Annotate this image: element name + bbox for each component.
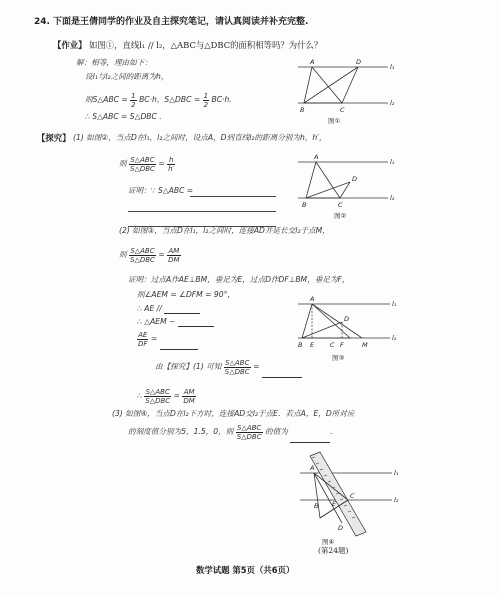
explore3-line2-text: 的刻度值分别为5，1.5，0，则 [128,427,234,436]
answer-blank-ae-parallel[interactable] [164,313,200,314]
figure-4 [292,448,402,548]
explore1-ratio [119,153,175,175]
explore2-then: 则 [119,250,127,259]
fig4-label-A: A [310,464,315,472]
fig3-label-l1: l₁ [392,300,397,308]
explore1-frac-num: S△ABC [130,155,155,164]
explore2-conclude-dm: DM [183,396,195,405]
explore3-frac-den: S△DBC [236,432,262,441]
homework-line2-suffix: BC·h. [211,95,232,104]
answer-blank-similar[interactable] [178,326,214,327]
explore2-proof-line1: 证明：过点A作AE⊥BM，垂足为E，过点D作DF⊥BM，垂足为F， [128,275,350,284]
explore1-area-fraction [129,156,156,173]
question-number: 24. [34,17,50,27]
explore3-frac-num: S△ABC [237,423,262,432]
explore3-fraction [236,424,263,441]
answer-blank-ratio[interactable] [160,349,198,350]
explore2-ae: AE [138,330,148,339]
homework-line3: ∴ S△ABC = S△DBC . [85,112,162,121]
explore2-from-num: S△ABC [225,358,250,367]
explore2-conclude-am-fraction [182,388,195,405]
explore1-equals: = [158,159,165,168]
homework-solution-title: 解：相等，理由如下： [76,58,152,67]
half-num: 1 [131,91,136,100]
homework-half-fraction [130,92,136,109]
explore2-frac-num: S△ABC [130,246,155,255]
explore2-proof-line2: 则∠AEM = ∠DFM = 90°， [137,290,235,299]
homework-half-fraction-2 [203,92,209,109]
figure-caption-question: (第24题) [318,546,349,555]
homework-line1: 设l₁与l₂之间的距离为h， [85,72,169,81]
fig1-label-A: A [310,58,315,66]
explore1-statement: (1) 如图②，当点D在l₁，l₂之间时，设点A，D到直线l₂的距离分别为h，h′， [73,133,327,142]
figure-2 [290,150,400,220]
explore3-period: . [330,427,333,436]
fig3-label-F: F [340,341,344,349]
explore2-area-fraction [129,247,156,264]
explore2-ratio [119,244,181,266]
fig3-label-E: E [310,341,315,349]
fig2-caption: 图② [334,212,347,220]
explore2-from [155,356,302,378]
fig1-label-B: B [300,106,305,114]
explore1-h-fraction [167,156,175,173]
fig4-label-D: D [338,524,344,532]
explore1-then: 则 [119,159,127,168]
fig4-label-l1: l₁ [394,469,399,477]
explore2-proof-line3-text: ∴ AE // [137,304,162,313]
half-den: 2 [131,100,136,109]
explore3-statement: (3) 如图④，当点D在l₂下方时，连接AD交l₂于点E．若点A，E，D所对应 [112,409,355,418]
homework-line2-prefix: 则S△ABC = [85,95,128,104]
fig4-label-C: C [350,492,355,500]
explore2-conclude-eq: = [173,391,180,400]
fig1-label-l2: l₂ [390,99,395,107]
explore2-am-fraction [167,247,180,264]
fig1-caption: 图① [328,117,341,125]
answer-blank-2[interactable] [128,211,276,212]
homework-tag: 【作业】 [53,40,87,50]
explore2-dm: DM [168,255,180,264]
explore2-proof-line4 [137,317,214,327]
fig3-label-B: B [298,341,303,349]
fig2-label-C: C [338,201,343,209]
explore2-conclude-prefix: ∴ [137,391,142,400]
homework-line2-mid: BC·h，S△DBC = [139,95,201,104]
question-prompt: 下面是王倩同学的作业及自主探究笔记，请认真阅读并补充完整. [53,17,309,27]
explore1-h-den: h′ [168,164,175,173]
explore2-conclude-num: S△ABC [145,387,170,396]
fig3-label-l2: l₂ [392,334,397,342]
explore2-frac-den: S△DBC [130,255,155,264]
half-den-2: 2 [203,100,209,109]
fig4-caption: 图④ [322,538,335,546]
answer-blank-1[interactable] [190,196,276,197]
answer-blank-value[interactable] [290,442,330,443]
fig3-caption: 图③ [332,354,345,362]
fig2-label-B: B [302,201,307,209]
fig1-label-l1: l₁ [390,63,395,71]
explore2-df: DF [138,339,148,348]
fig4-label-B: B [314,502,319,510]
explore2-line5-eq: = [150,334,158,343]
answer-blank-from[interactable] [262,377,302,378]
explore-tag: 【探究】 [37,133,71,143]
explore2-conclude-fraction [144,388,171,405]
fig1-label-D: D [356,58,362,66]
explore1-proof-prefix: 证明：∵ S△ABC = [128,186,194,195]
fig2-label-l1: l₁ [390,158,395,166]
explore2-statement: (2) 如图③，当点D在l₁，l₂之间时，连接AD并延长交l₂于点M， [119,226,330,235]
homework-line2 [85,90,232,110]
explore2-conclude-den: S△DBC [145,396,171,405]
fig3-label-C: C [330,341,335,349]
explore2-am: AM [168,246,180,255]
figure-3 [290,292,400,364]
explore2-conclude-am: AM [183,387,195,396]
explore2-from-eq: = [253,362,260,371]
fig2-label-D: D [352,175,358,183]
fig4-label-l2: l₂ [394,496,399,504]
fig4-label-E: E [332,500,337,508]
explore3-line2-suffix: 的值为 [265,427,288,436]
explore2-proof-line3 [137,304,200,314]
fig3-label-D: D [344,315,350,323]
explore2-conclude [137,385,196,407]
explore2-from-prefix: 由【探究】(1) 可知 [155,362,222,371]
fig3-label-M: M [362,341,368,349]
explore2-from-den: S△DBC [224,367,250,376]
explore2-proof-line5 [137,328,198,350]
half-num-2: 1 [203,91,209,100]
explore3-line2 [128,421,333,443]
fig2-label-A: A [314,153,319,161]
explore2-proof-line4-text: ∴ △AEM ∽ [137,317,176,326]
homework-question: 如图①，直线l₁ // l₂，△ABC与△DBC的面积相等吗？为什么？ [89,40,323,50]
explore1-frac-den: S△DBC [130,164,155,173]
page-footer: 数学试题 第5页（共6页） [196,565,295,575]
figure-1 [290,55,400,125]
explore2-ae-fraction [137,331,148,348]
explore1-h-num: h [168,155,174,164]
explore2-equals: = [158,250,165,259]
fig3-label-A: A [310,295,315,303]
fig2-label-l2: l₂ [390,194,395,202]
fig1-label-C: C [340,106,345,114]
explore2-from-fraction [224,359,251,376]
